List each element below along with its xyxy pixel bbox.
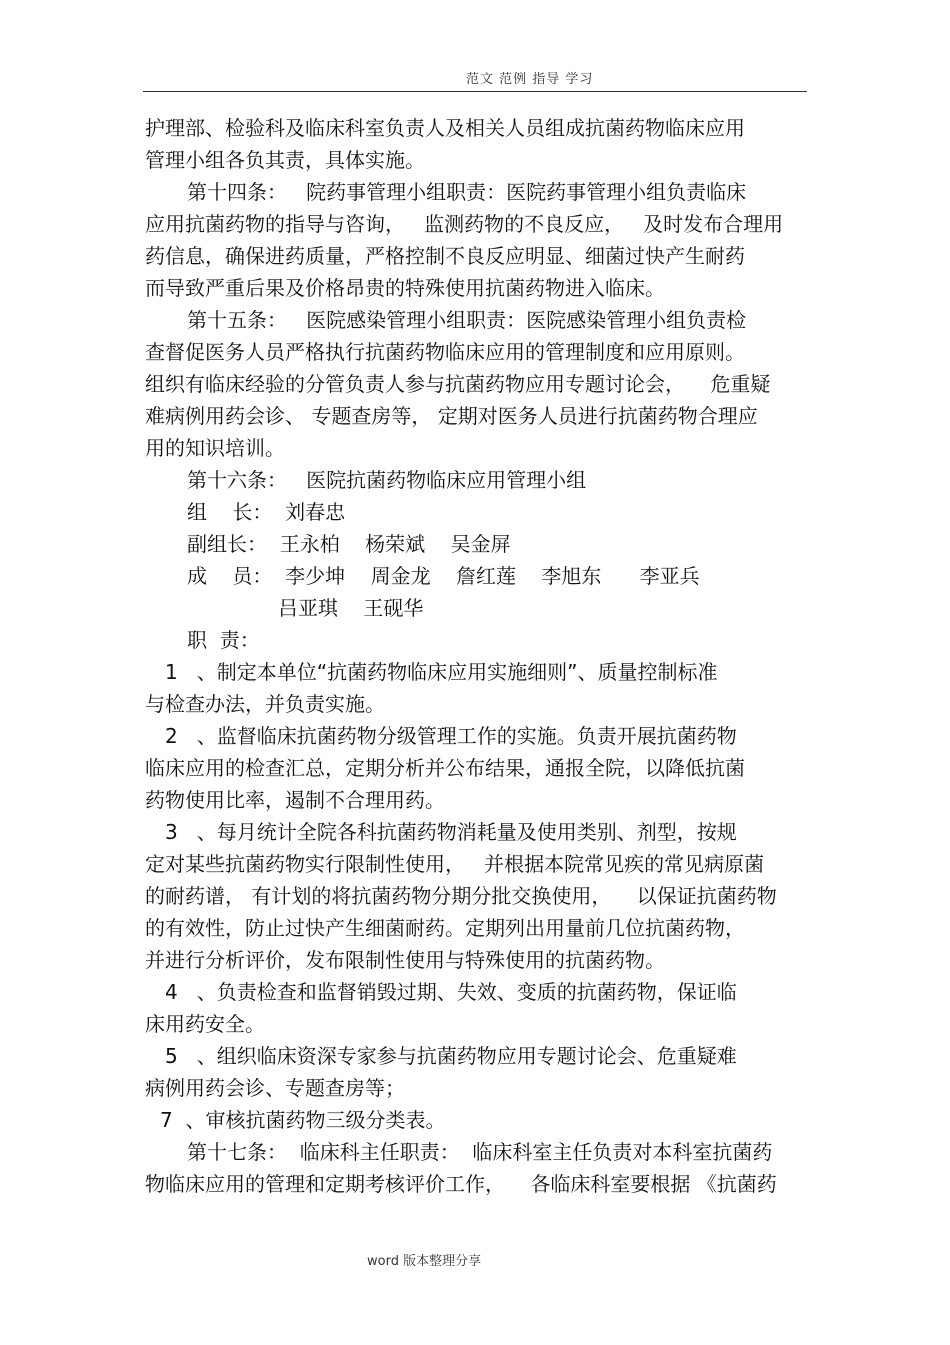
- text-line: 而导致严重后果及价格昂贵的特殊使用抗菌药物进入临床。: [145, 276, 665, 300]
- text-line: 床用药安全。: [145, 1012, 265, 1036]
- text-line: 7 、审核抗菌药物三级分类表。: [160, 1108, 446, 1132]
- text-line: 应用抗菌药物的指导与咨询， 监测药物的不良反应， 及时发布合理用: [145, 212, 784, 236]
- text-line: 并进行分析评价，发布限制性使用与特殊使用的抗菌药物。: [145, 948, 665, 972]
- text-line: 管理小组各负其责，具体实施。: [145, 148, 425, 172]
- text-line: 与检查办法，并负责实施。: [145, 692, 385, 716]
- text-line: 成 员： 李少坤 周金龙 詹红莲 李旭东 李亚兵: [187, 564, 700, 588]
- text-line: 副组长： 王永柏 杨荣斌 吴金屏: [187, 532, 511, 556]
- text-line: 药信息，确保进药质量，严格控制不良反应明显、细菌过快产生耐药: [145, 244, 745, 268]
- text-line: 吕亚琪 王砚华: [278, 596, 424, 620]
- page-header: 范文 范例 指导 学习: [466, 72, 594, 87]
- text-line: 组织有临床经验的分管负责人参与抗菌药物应用专题讨论会， 危重疑: [145, 372, 771, 396]
- text-line: 职 责：: [187, 628, 260, 652]
- text-line: 1 、制定本单位“抗菌药物临床应用实施细则”、质量控制标准: [165, 660, 718, 684]
- text-line: 病例用药会诊、专题查房等；: [145, 1076, 405, 1100]
- text-line: 的耐药谱， 有计划的将抗菌药物分期分批交换使用， 以保证抗菌药物: [145, 884, 777, 908]
- text-line: 药物使用比率，遏制不合理用药。: [145, 788, 445, 812]
- text-line: 组 长： 刘春忠: [187, 500, 346, 524]
- text-line: 第十七条： 临床科主任职责： 临床科室主任负责对本科室抗菌药: [187, 1140, 773, 1164]
- text-line: 临床应用的检查汇总，定期分析并公布结果，通报全院，以降低抗菌: [145, 756, 745, 780]
- text-line: 定对某些抗菌药物实行限制性使用， 并根据本院常见疾的常见病原菌: [145, 852, 765, 876]
- text-line: 物临床应用的管理和定期考核评价工作， 各临床科室要根据 《抗菌药: [145, 1172, 777, 1196]
- text-line: 查督促医务人员严格执行抗菌药物临床应用的管理制度和应用原则。: [145, 340, 745, 364]
- text-line: 4 、负责检查和监督销毁过期、失效、变质的抗菌药物，保证临: [165, 980, 737, 1004]
- text-line: 第十五条： 医院感染管理小组职责：医院感染管理小组负责检: [187, 308, 747, 332]
- text-line: 2 、监督临床抗菌药物分级管理工作的实施。负责开展抗菌药物: [165, 724, 737, 748]
- text-line: 第十六条： 医院抗菌药物临床应用管理小组: [187, 468, 587, 492]
- header-divider: [143, 91, 807, 92]
- page-footer: word 版本整理分享: [367, 1254, 482, 1269]
- text-line: 3 、每月统计全院各科抗菌药物消耗量及使用类别、剂型，按规: [165, 820, 737, 844]
- text-line: 第十四条： 院药事管理小组职责：医院药事管理小组负责临床: [187, 180, 747, 204]
- text-line: 护理部、检验科及临床科室负责人及相关人员组成抗菌药物临床应用: [145, 116, 745, 140]
- text-line: 用的知识培训。: [145, 436, 285, 460]
- text-line: 的有效性，防止过快产生细菌耐药。定期列出用量前几位抗菌药物，: [145, 916, 745, 940]
- text-line: 难病例用药会诊、 专题查房等， 定期对医务人员进行抗菌药物合理应: [145, 404, 758, 428]
- text-line: 5 、组织临床资深专家参与抗菌药物应用专题讨论会、危重疑难: [165, 1044, 737, 1068]
